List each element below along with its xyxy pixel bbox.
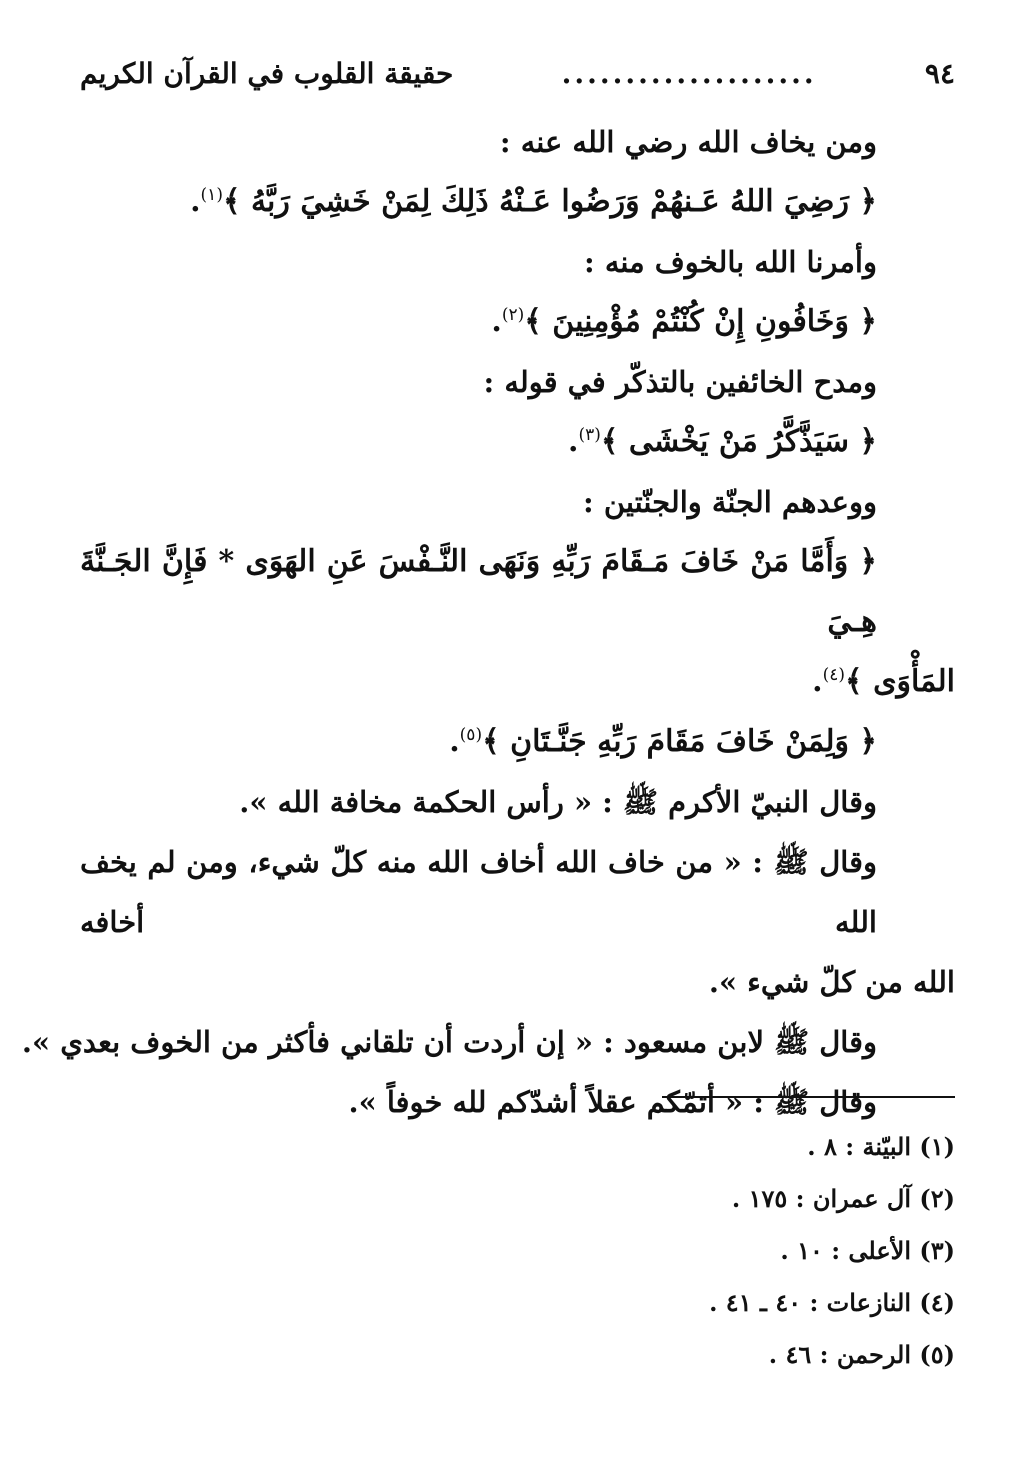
text-line: وأمرنا الله بالخوف منه : <box>584 245 877 279</box>
footnotes <box>80 1121 955 1381</box>
footnote-item: (٢) آل عمران : ١٧٥ . <box>731 1184 955 1213</box>
footnote-separator <box>662 1096 955 1098</box>
footnote-ref: (٤) <box>822 665 846 685</box>
page-header <box>80 48 955 98</box>
hadith-line: وقال ﷺ : « من خاف الله أخاف الله منه كلّ شيء، ومن لم يخف الله أخافه <box>80 845 877 939</box>
text-line: ووعدهم الجنّة والجنّتين : <box>583 485 877 519</box>
footnote-ref: (١) <box>200 185 223 205</box>
quran-verse: ﴿ وَلِمَنْ خَافَ مَقَامَ رَبِّهِ جَنَّـتَانِ ﴾$^{(٥)}$. <box>449 724 877 759</box>
quran-verse: ﴿ وَخَافُونِ إِنْ كُنْتُمْ مُؤْمِنِينَ ﴾$^{(٢)}$. <box>491 304 877 339</box>
hadith-continuation: الله من كلّ شيء ». <box>708 965 955 999</box>
page-number: ٩٤ <box>924 56 955 90</box>
text-line: ومن يخاف الله رضي الله عنه : <box>499 125 877 159</box>
main-text <box>21 112 955 1132</box>
footnote-item: (٣) الأعلى : ١٠ . <box>780 1236 955 1265</box>
footnote-item: (٤) النازعات : ٤٠ ـ ٤١ . <box>709 1288 955 1317</box>
hadith-line: وقال ﷺ : « أتمّكم عقلاً أشدّكم لله خوفاً ». <box>348 1085 877 1119</box>
footnote-item: (٥) الرحمن : ٤٦ . <box>768 1340 955 1369</box>
quran-verse-continuation: المَأْوَى ﴾$^{(٤)}$. <box>812 664 955 699</box>
running-title: حقيقة القلوب في القرآن الكريم <box>80 56 454 90</box>
hadith-line: وقال النبيّ الأكرم ﷺ : « رأس الحكمة مخافة الله ». <box>239 785 877 819</box>
quran-verse: ﴿ رَضِيَ اللهُ عَـنهُمْ وَرَضُوا عَـنْهُ ذَلِكَ لِمَنْ خَشِيَ رَبَّهُ ﴾$^{(١)}$. <box>190 184 877 219</box>
footnote-ref: (٥) <box>459 725 483 745</box>
quran-verse: ﴿ وَأَمَّا مَنْ خَافَ مَـقَامَ رَبِّهِ وَنَهَى النَّـفْسَ عَنِ الهَوَى * فَإِنَّ الجَـنَّةَ هِـيَ <box>80 544 877 639</box>
quran-verse: ﴿ سَيَذَّكَّرُ مَنْ يَخْشَى ﴾$^{(٣)}$. <box>568 424 877 459</box>
footnote-ref: (٣) <box>578 425 601 445</box>
footnote-item: (١) البيّنة : ٨ . <box>807 1132 955 1161</box>
footnote-ref: (٢) <box>501 305 525 325</box>
header-leader-dots: .................... <box>561 56 817 90</box>
text-line: ومدح الخائفين بالتذكّر في قوله : <box>483 365 877 399</box>
hadith-line: وقال ﷺ لابن مسعود : « إن أردت أن تلقاني فأكثر من الخوف بعدي ». <box>21 1025 877 1059</box>
